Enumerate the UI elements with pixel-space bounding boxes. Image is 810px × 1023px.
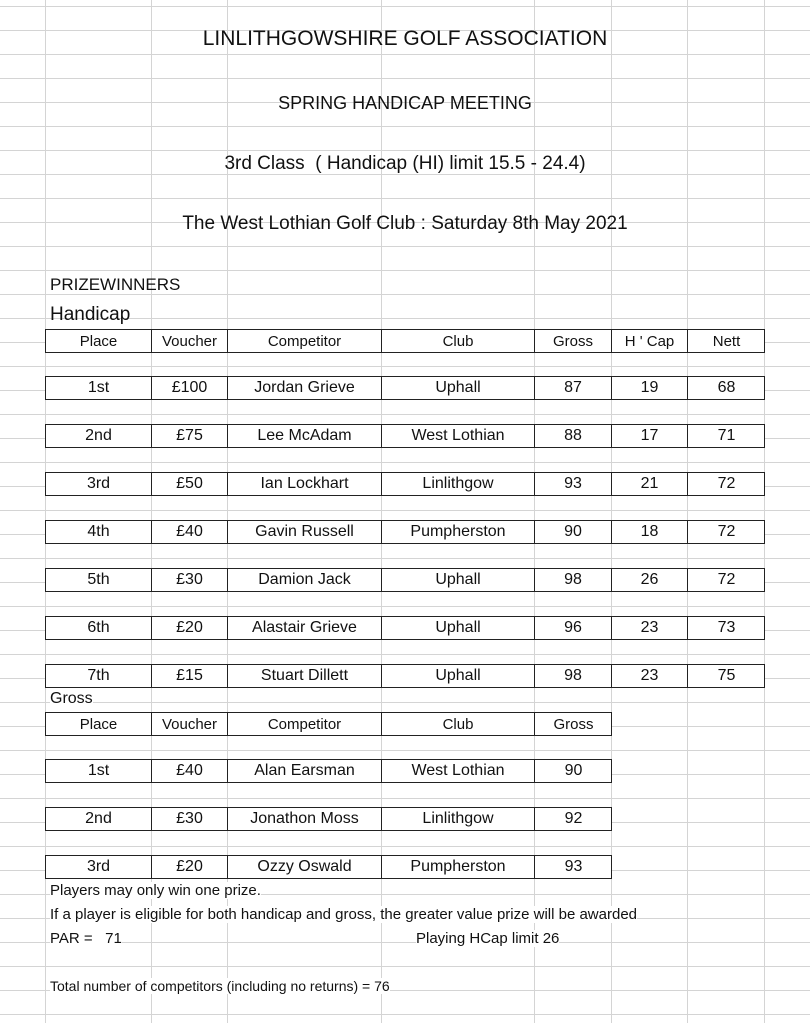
cell-3: Uphall — [382, 617, 535, 639]
cell-1: £30 — [152, 569, 228, 591]
table-row — [45, 759, 612, 783]
cell-3: Linlithgow — [382, 808, 535, 830]
meeting-title: SPRING HANDICAP MEETING — [278, 93, 532, 113]
cell-0: 2nd — [46, 808, 152, 830]
cell-5: 26 — [612, 569, 688, 591]
par-value: PAR = 71 — [50, 930, 122, 947]
cell-2: Damion Jack — [228, 569, 382, 591]
cell-5: 23 — [612, 617, 688, 639]
cell-5: 23 — [612, 665, 688, 687]
playing-hcap-limit: Playing HCap limit 26 — [416, 930, 560, 947]
gross-header-row — [45, 712, 612, 736]
cell-0: 2nd — [46, 425, 152, 447]
cell-2: Alan Earsman — [228, 760, 382, 782]
cell-6: 72 — [717, 475, 736, 492]
column-header-2: Competitor — [228, 330, 382, 352]
column-header-1: Voucher — [152, 713, 228, 735]
column-header-1: Voucher — [152, 330, 228, 352]
column-header-0: Place — [46, 330, 152, 352]
one-prize-note: Players may only win one prize. — [50, 882, 261, 899]
cell-4: 93 — [564, 858, 583, 875]
handicap-header-row — [45, 329, 765, 353]
cell-2: Alastair Grieve — [228, 617, 382, 639]
cell-3: Pumpherston — [382, 856, 535, 878]
eligibility-note: If a player is eligible for both handicap and gross, the greater value prize will be awarded — [50, 906, 638, 923]
table-row — [45, 472, 765, 496]
handicap-section-label: Handicap — [50, 304, 131, 325]
cell-2: Jordan Grieve — [228, 377, 382, 399]
cell-3: West Lothian — [382, 760, 535, 782]
column-header-4: Gross — [553, 715, 594, 733]
cell-0: 5th — [46, 569, 152, 591]
cell-0: 1st — [46, 377, 152, 399]
cell-2: Lee McAdam — [228, 425, 382, 447]
cell-0: 6th — [46, 617, 152, 639]
cell-4: 98 — [535, 569, 612, 591]
cell-4: 88 — [535, 425, 612, 447]
class-line: 3rd Class ( Handicap (HI) limit 15.5 - 24.4) — [224, 153, 586, 174]
cell-3: Pumpherston — [382, 521, 535, 543]
cell-3: Linlithgow — [382, 473, 535, 495]
association-title: LINLITHGOWSHIRE GOLF ASSOCIATION — [202, 27, 608, 50]
cell-4: 87 — [535, 377, 612, 399]
column-header-3: Club — [382, 330, 535, 352]
column-header-4: Gross — [535, 330, 612, 352]
cell-5: 18 — [612, 521, 688, 543]
cell-4: 92 — [564, 810, 583, 827]
cell-5: 19 — [612, 377, 688, 399]
table-row — [45, 568, 765, 592]
cell-1: £50 — [152, 473, 228, 495]
cell-0: 3rd — [46, 473, 152, 495]
column-header-6: Nett — [712, 332, 741, 350]
cell-1: £100 — [152, 377, 228, 399]
cell-2: Gavin Russell — [228, 521, 382, 543]
cell-6: 73 — [717, 619, 736, 636]
table-row — [45, 855, 612, 879]
cell-4: 96 — [535, 617, 612, 639]
cell-1: £20 — [152, 856, 228, 878]
cell-1: £75 — [152, 425, 228, 447]
cell-6: 72 — [717, 523, 736, 540]
cell-0: 4th — [46, 521, 152, 543]
cell-4: 93 — [535, 473, 612, 495]
cell-1: £40 — [152, 760, 228, 782]
cell-2: Stuart Dillett — [228, 665, 382, 687]
cell-1: £30 — [152, 808, 228, 830]
gross-section-label: Gross — [50, 690, 93, 707]
venue-line: The West Lothian Golf Club : Saturday 8th May 2021 — [182, 213, 628, 234]
cell-4: 98 — [535, 665, 612, 687]
cell-4: 90 — [535, 521, 612, 543]
cell-2: Ian Lockhart — [228, 473, 382, 495]
cell-3: West Lothian — [382, 425, 535, 447]
cell-6: 72 — [717, 571, 736, 588]
column-header-0: Place — [46, 713, 152, 735]
cell-3: Uphall — [382, 377, 535, 399]
prizewinners-label: PRIZEWINNERS — [50, 275, 181, 294]
cell-5: 21 — [612, 473, 688, 495]
cell-5: 17 — [612, 425, 688, 447]
cell-3: Uphall — [382, 665, 535, 687]
cell-3: Uphall — [382, 569, 535, 591]
cell-0: 1st — [46, 760, 152, 782]
cell-2: Jonathon Moss — [228, 808, 382, 830]
table-row — [45, 807, 612, 831]
cell-1: £40 — [152, 521, 228, 543]
cell-0: 3rd — [46, 856, 152, 878]
cell-1: £15 — [152, 665, 228, 687]
total-competitors: Total number of competitors (including no returns) = 76 — [50, 978, 390, 994]
cell-6: 71 — [717, 427, 736, 444]
cell-4: 90 — [564, 762, 583, 779]
column-header-5: H ' Cap — [612, 330, 688, 352]
table-row — [45, 424, 765, 448]
cell-1: £20 — [152, 617, 228, 639]
cell-6: 75 — [717, 667, 736, 684]
table-row — [45, 616, 765, 640]
column-header-3: Club — [382, 713, 535, 735]
cell-0: 7th — [46, 665, 152, 687]
table-row — [45, 520, 765, 544]
cell-2: Ozzy Oswald — [228, 856, 382, 878]
table-row — [45, 376, 765, 400]
table-row — [45, 664, 765, 688]
column-header-2: Competitor — [228, 713, 382, 735]
cell-6: 68 — [717, 379, 736, 396]
